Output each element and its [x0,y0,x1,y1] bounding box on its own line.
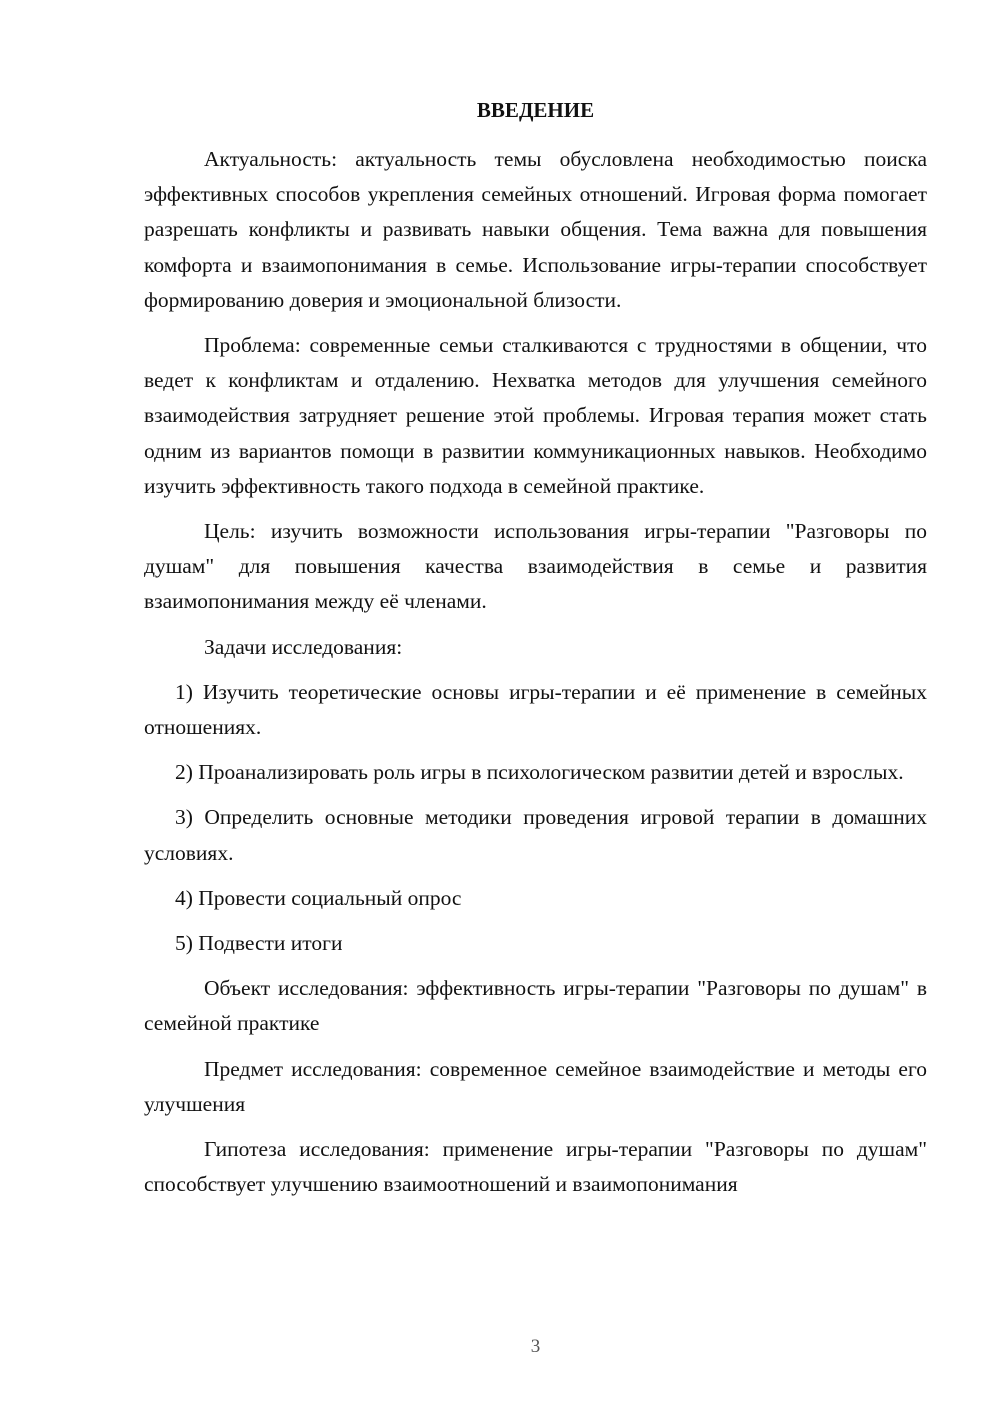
document-body [144,142,927,1212]
paragraph-hypothesis: Гипотеза исследования: применение игры-терапии "Разговоры по душам" способствует улучшению взаимоотношений и взаимопонимания [144,1137,927,1197]
paragraph-subject: Предмет исследования: современное семейное взаимодействие и методы его улучшения [144,1056,927,1116]
task-item: 4) Провести социальный опрос [175,885,462,910]
paragraph-problem: Проблема: современные семьи сталкиваются с трудностями в общении, что ведет к конфликтам и отдалению. Нехватка методов для улучшения семейного взаимодействия затрудняет решение этой проблемы. Игровая терапия может стать одним из вариантов помощи в развитии коммуникационных навыков. Необходимо изучить эффективность такого подхода в семейной практике. [144,333,927,498]
page-number: 3 [530,1336,541,1357]
paragraph-tasks-heading: Задачи исследования: [204,634,403,659]
task-item: 5) Подвести итоги [175,931,343,956]
section-title: ВВЕДЕНИЕ [476,98,595,122]
paragraph-goal: Цель: изучить возможности использования игры-терапии "Разговоры по душам" для повышения качества взаимодействия в семье и развития взаимопонимания между её членами. [144,519,927,614]
paragraph-object: Объект исследования: эффективность игры-терапии "Разговоры по душам" в семейной практике [144,976,927,1036]
task-item: 1) Изучить теоретические основы игры-терапии и её применение в семейных отношениях. [144,679,927,740]
task-item: 3) Определить основные методики проведения игровой терапии в домашних условиях. [144,805,927,865]
paragraph-relevance: Актуальность: актуальность темы обусловлена необходимостью поиска эффективных способов укрепления семейных отношений. Игровая форма помогает разрешать конфликты и развивать навыки общения. Тема важна для повышения комфорта и взаимопонимания в семье. Использование игры-терапии способствует формированию доверия и эмоциональной близости. [144,147,927,312]
task-item: 2) Проанализировать роль игры в психологическом развитии детей и взрослых. [175,760,904,785]
